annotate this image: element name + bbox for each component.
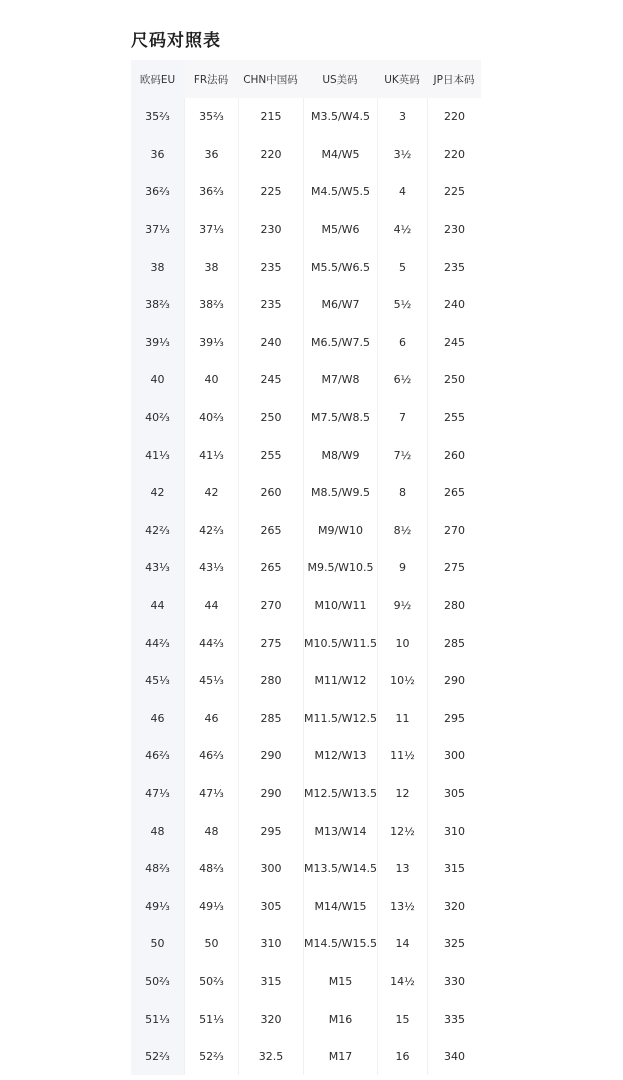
- cell-chn: 265: [238, 512, 303, 550]
- cell-us: M3.5/W4.5: [303, 98, 377, 136]
- cell-eu: 48: [131, 812, 184, 850]
- cell-jp: 270: [427, 512, 481, 550]
- cell-fr: 51⅓: [184, 1000, 238, 1038]
- cell-eu: 40⅔: [131, 399, 184, 437]
- table-body: [131, 98, 481, 1075]
- cell-jp: 230: [427, 211, 481, 249]
- cell-us: M12/W13: [303, 737, 377, 775]
- cell-eu: 44: [131, 587, 184, 625]
- cell-eu: 49⅓: [131, 887, 184, 925]
- cell-eu: 42⅔: [131, 512, 184, 550]
- cell-eu: 37⅓: [131, 211, 184, 249]
- cell-chn: 225: [238, 173, 303, 211]
- table-row: [131, 700, 481, 738]
- cell-us: M8/W9: [303, 436, 377, 474]
- cell-chn: 220: [238, 136, 303, 174]
- cell-jp: 225: [427, 173, 481, 211]
- cell-jp: 300: [427, 737, 481, 775]
- cell-eu: 45⅓: [131, 662, 184, 700]
- cell-eu: 51⅓: [131, 1000, 184, 1038]
- cell-uk: 9½: [377, 587, 427, 625]
- table-row: [131, 963, 481, 1001]
- cell-us: M5.5/W6.5: [303, 248, 377, 286]
- cell-chn: 315: [238, 963, 303, 1001]
- cell-eu: 52⅔: [131, 1038, 184, 1076]
- page-title: 尺码对照表: [131, 31, 221, 51]
- cell-eu: 50⅔: [131, 963, 184, 1001]
- cell-us: M13.5/W14.5: [303, 850, 377, 888]
- cell-uk: 4½: [377, 211, 427, 249]
- cell-us: M11/W12: [303, 662, 377, 700]
- cell-fr: 46⅔: [184, 737, 238, 775]
- table-row: [131, 474, 481, 512]
- cell-chn: 255: [238, 436, 303, 474]
- cell-fr: 41⅓: [184, 436, 238, 474]
- header-fr: FR法码: [193, 73, 229, 86]
- cell-jp: 290: [427, 662, 481, 700]
- table-row: [131, 1000, 481, 1038]
- cell-jp: 235: [427, 248, 481, 286]
- cell-fr: 40⅔: [184, 399, 238, 437]
- table-row: [131, 286, 481, 324]
- cell-us: M17: [303, 1038, 377, 1076]
- table-row: [131, 361, 481, 399]
- table-header-row: [131, 60, 481, 98]
- cell-uk: 14: [377, 925, 427, 963]
- cell-us: M16: [303, 1000, 377, 1038]
- cell-fr: 37⅓: [184, 211, 238, 249]
- table-row: [131, 98, 481, 136]
- cell-fr: 36: [184, 136, 238, 174]
- table-row: [131, 850, 481, 888]
- cell-uk: 8½: [377, 512, 427, 550]
- cell-uk: 4: [377, 173, 427, 211]
- cell-uk: 7: [377, 399, 427, 437]
- cell-eu: 39⅓: [131, 324, 184, 362]
- table-row: [131, 925, 481, 963]
- size-chart-table: [131, 60, 481, 1075]
- cell-fr: 48: [184, 812, 238, 850]
- cell-chn: 320: [238, 1000, 303, 1038]
- cell-jp: 325: [427, 925, 481, 963]
- cell-eu: 43⅓: [131, 549, 184, 587]
- cell-jp: 260: [427, 436, 481, 474]
- table-row: [131, 248, 481, 286]
- cell-jp: 280: [427, 587, 481, 625]
- cell-eu: 50: [131, 925, 184, 963]
- cell-eu: 38: [131, 248, 184, 286]
- cell-uk: 12: [377, 775, 427, 813]
- cell-fr: 47⅓: [184, 775, 238, 813]
- cell-jp: 340: [427, 1038, 481, 1076]
- cell-jp: 310: [427, 812, 481, 850]
- cell-uk: 6½: [377, 361, 427, 399]
- table-row: [131, 173, 481, 211]
- cell-jp: 315: [427, 850, 481, 888]
- cell-fr: 38⅔: [184, 286, 238, 324]
- cell-eu: 41⅓: [131, 436, 184, 474]
- cell-us: M6/W7: [303, 286, 377, 324]
- cell-us: M13/W14: [303, 812, 377, 850]
- cell-fr: 45⅓: [184, 662, 238, 700]
- table-row: [131, 136, 481, 174]
- cell-uk: 10½: [377, 662, 427, 700]
- cell-jp: 335: [427, 1000, 481, 1038]
- cell-us: M5/W6: [303, 211, 377, 249]
- cell-chn: 285: [238, 700, 303, 738]
- cell-jp: 320: [427, 887, 481, 925]
- header-uk: UK英码: [384, 73, 420, 86]
- cell-uk: 3: [377, 98, 427, 136]
- header-us: US美码: [322, 73, 358, 86]
- cell-uk: 11: [377, 700, 427, 738]
- cell-uk: 5: [377, 248, 427, 286]
- cell-fr: 48⅔: [184, 850, 238, 888]
- cell-chn: 215: [238, 98, 303, 136]
- cell-jp: 245: [427, 324, 481, 362]
- cell-eu: 46⅔: [131, 737, 184, 775]
- cell-uk: 5½: [377, 286, 427, 324]
- cell-chn: 280: [238, 662, 303, 700]
- cell-jp: 295: [427, 700, 481, 738]
- cell-uk: 13: [377, 850, 427, 888]
- cell-fr: 39⅓: [184, 324, 238, 362]
- cell-fr: 52⅔: [184, 1038, 238, 1076]
- table-row: [131, 211, 481, 249]
- cell-fr: 46: [184, 700, 238, 738]
- cell-fr: 50: [184, 925, 238, 963]
- cell-us: M10.5/W11.5: [303, 624, 377, 662]
- cell-us: M6.5/W7.5: [303, 324, 377, 362]
- cell-eu: 44⅔: [131, 624, 184, 662]
- cell-jp: 305: [427, 775, 481, 813]
- table-row: [131, 624, 481, 662]
- cell-fr: 44⅔: [184, 624, 238, 662]
- table-row: [131, 549, 481, 587]
- cell-us: M4/W5: [303, 136, 377, 174]
- cell-uk: 11½: [377, 737, 427, 775]
- table-row: [131, 775, 481, 813]
- cell-us: M7/W8: [303, 361, 377, 399]
- cell-uk: 12½: [377, 812, 427, 850]
- cell-eu: 36⅔: [131, 173, 184, 211]
- cell-chn: 260: [238, 474, 303, 512]
- cell-jp: 240: [427, 286, 481, 324]
- cell-chn: 300: [238, 850, 303, 888]
- cell-fr: 44: [184, 587, 238, 625]
- header-jp: JP日本码: [433, 73, 475, 86]
- cell-uk: 14½: [377, 963, 427, 1001]
- cell-eu: 36: [131, 136, 184, 174]
- cell-us: M15: [303, 963, 377, 1001]
- table-row: [131, 399, 481, 437]
- cell-uk: 15: [377, 1000, 427, 1038]
- cell-jp: 265: [427, 474, 481, 512]
- cell-eu: 38⅔: [131, 286, 184, 324]
- cell-chn: 265: [238, 549, 303, 587]
- cell-chn: 245: [238, 361, 303, 399]
- cell-eu: 47⅓: [131, 775, 184, 813]
- cell-uk: 3½: [377, 136, 427, 174]
- cell-eu: 48⅔: [131, 850, 184, 888]
- cell-us: M7.5/W8.5: [303, 399, 377, 437]
- cell-chn: 275: [238, 624, 303, 662]
- cell-jp: 330: [427, 963, 481, 1001]
- cell-us: M14.5/W15.5: [303, 925, 377, 963]
- cell-chn: 32.5: [238, 1038, 303, 1076]
- cell-eu: 42: [131, 474, 184, 512]
- cell-jp: 220: [427, 98, 481, 136]
- cell-fr: 49⅓: [184, 887, 238, 925]
- cell-chn: 305: [238, 887, 303, 925]
- table-row: [131, 587, 481, 625]
- cell-fr: 38: [184, 248, 238, 286]
- cell-chn: 295: [238, 812, 303, 850]
- cell-fr: 42⅔: [184, 512, 238, 550]
- cell-us: M14/W15: [303, 887, 377, 925]
- cell-jp: 250: [427, 361, 481, 399]
- cell-eu: 35⅔: [131, 98, 184, 136]
- cell-us: M4.5/W5.5: [303, 173, 377, 211]
- cell-fr: 36⅔: [184, 173, 238, 211]
- cell-uk: 8: [377, 474, 427, 512]
- cell-jp: 275: [427, 549, 481, 587]
- header-eu: 欧码EU: [131, 60, 184, 98]
- cell-chn: 290: [238, 775, 303, 813]
- cell-chn: 240: [238, 324, 303, 362]
- cell-fr: 43⅓: [184, 549, 238, 587]
- header-chn: CHN中国码: [243, 73, 298, 86]
- cell-uk: 6: [377, 324, 427, 362]
- cell-us: M9.5/W10.5: [303, 549, 377, 587]
- table-row: [131, 324, 481, 362]
- cell-chn: 310: [238, 925, 303, 963]
- cell-us: M8.5/W9.5: [303, 474, 377, 512]
- cell-jp: 285: [427, 624, 481, 662]
- cell-chn: 235: [238, 248, 303, 286]
- cell-uk: 10: [377, 624, 427, 662]
- table-row: [131, 887, 481, 925]
- table-row: [131, 737, 481, 775]
- cell-chn: 235: [238, 286, 303, 324]
- cell-chn: 250: [238, 399, 303, 437]
- cell-us: M11.5/W12.5: [303, 700, 377, 738]
- cell-chn: 230: [238, 211, 303, 249]
- cell-fr: 40: [184, 361, 238, 399]
- table-row: [131, 512, 481, 550]
- cell-us: M12.5/W13.5: [303, 775, 377, 813]
- cell-eu: 46: [131, 700, 184, 738]
- cell-jp: 255: [427, 399, 481, 437]
- cell-us: M10/W11: [303, 587, 377, 625]
- cell-fr: 42: [184, 474, 238, 512]
- cell-us: M9/W10: [303, 512, 377, 550]
- cell-jp: 220: [427, 136, 481, 174]
- cell-uk: 13½: [377, 887, 427, 925]
- table-row: [131, 1038, 481, 1076]
- cell-fr: 50⅔: [184, 963, 238, 1001]
- cell-uk: 16: [377, 1038, 427, 1076]
- cell-chn: 270: [238, 587, 303, 625]
- cell-uk: 7½: [377, 436, 427, 474]
- cell-uk: 9: [377, 549, 427, 587]
- cell-fr: 35⅔: [184, 98, 238, 136]
- table-row: [131, 812, 481, 850]
- table-row: [131, 436, 481, 474]
- cell-eu: 40: [131, 361, 184, 399]
- table-row: [131, 662, 481, 700]
- cell-chn: 290: [238, 737, 303, 775]
